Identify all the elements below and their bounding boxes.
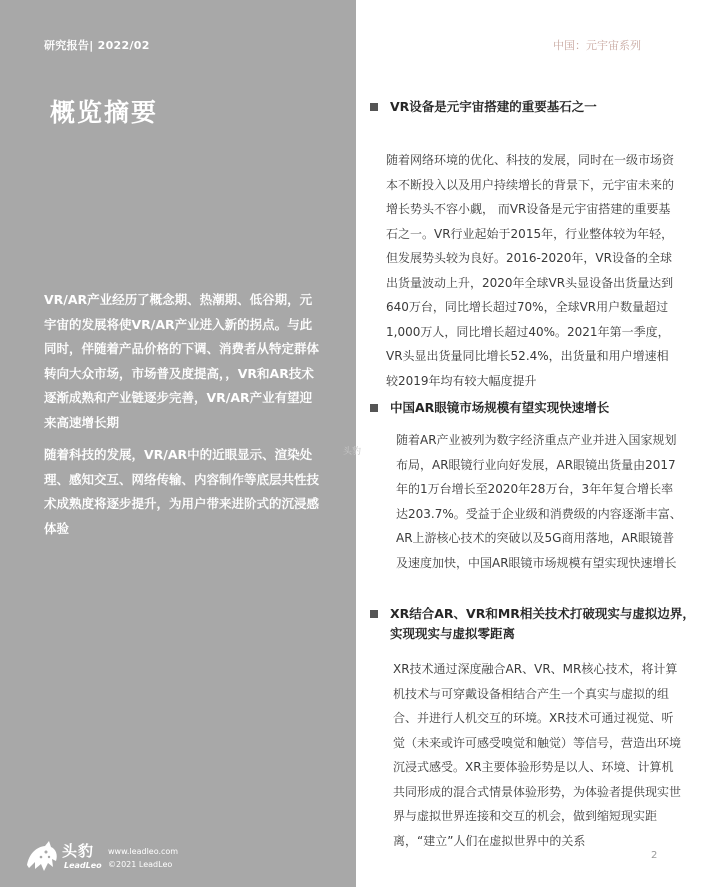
section-body-vr: 随着网络环境的优化、科技的发展，同时在一级市场资本不断投入以及用户持续增长的背景下，元宇宙未来的增长势头不容小觑， 而VR设备是元宇宙搭建的重要基石之一。VR行业起始于2015年，行业整体较为年轻，但发展势头较为良好。2016-2020年，VR设备的全球出货量波动上升，2020年全球VR头显设备出货量达到640万台，同比增长超过70%，全球VR用户数量超过1,000万人，同比增长超过40%。2021年第一季度，VR头显出货量同比增长52.4%，出货量和用户增速相较2019年均有较大幅度提升 [386, 153, 675, 388]
section-body-xr: XR技术通过深度融合AR、VR、MR核心技术，将计算机技术与可穿戴设备相结合产生一个真实与虚拟的组合、并进行人机交互的环境。XR技术可通过视觉、听觉（未来或许可感受嗅觉和触觉）等信号，营造出环境沉浸式感受。XR主要体验形势是以人、环境、计算机共同形成的混合式情景体验形势，为体验者提供现实世界与虚拟世界连接和交互的机会，做到缩短现实距离，“建立”人们在虚拟世界中的关系 [393, 662, 682, 848]
leopard-logo-icon [24, 838, 60, 874]
section-title-vr [370, 97, 670, 117]
series-header: 中国：元宇宙系列 [553, 39, 641, 52]
square-bullet-icon [370, 103, 378, 111]
page-number: 2 [651, 850, 658, 861]
summary-paragraph-2: 随着科技的发展，VR/AR中的近眼显示、渲染处理、感知交互、网络传输、内容制作等底层共性技术成熟度将逐步提升，为用户带来进阶式的沉浸感体验 [44, 447, 320, 536]
footer-info [108, 845, 178, 871]
summary-text [44, 288, 324, 549]
square-bullet-icon [370, 610, 378, 618]
section-title-ar [370, 398, 670, 418]
section-body-ar: 随着AR产业被列为数字经济重点产业并进入国家规划布局，AR眼镜行业向好发展，AR眼镜出货量由2017年的1万台增长至2020年28万台，3年年复合增长率达203.7%。受益于企业级和消费级的内容逐渐丰富、AR上游核心技术的突破以及5G商用落地，AR眼镜普及速度加快，中国AR眼镜市场规模有望实现快速增长 [396, 433, 682, 570]
page-title: 概览摘要 [50, 98, 159, 127]
watermark: 头豹 [343, 447, 362, 457]
square-bullet-icon [370, 404, 378, 412]
section-title-text: VR设备是元宇宙搭建的重要基石之一 [390, 99, 597, 114]
logo-english-name: LeadLeo [64, 861, 102, 870]
footer-website: www.leadleo.com [108, 847, 179, 856]
leadleo-logo [24, 838, 100, 876]
report-header-date: 研究报告| 2022/02 [44, 39, 150, 52]
summary-paragraph-1: VR/AR产业经历了概念期、热潮期、低谷期，元宇宙的发展将使VR/AR产业进入新的拐点。与此同时，伴随着产品价格的下调、消费者从特定群体转向大众市场，市场普及度提高，，VR和AR技术逐渐成熟和产业链逐步完善，VR/AR产业有望迎来高速增长期 [44, 292, 320, 430]
footer-copyright: ©2021 LeadLeo [108, 860, 173, 869]
section-title-text: XR结合AR、VR和MR相关技术打破现实与虚拟边界，实现现实与虚拟零距离 [390, 606, 695, 641]
logo-chinese-name: 头豹 [62, 842, 95, 860]
section-title-text: 中国AR眼镜市场规模有望实现快速增长 [390, 400, 610, 415]
section-title-xr [370, 604, 700, 644]
